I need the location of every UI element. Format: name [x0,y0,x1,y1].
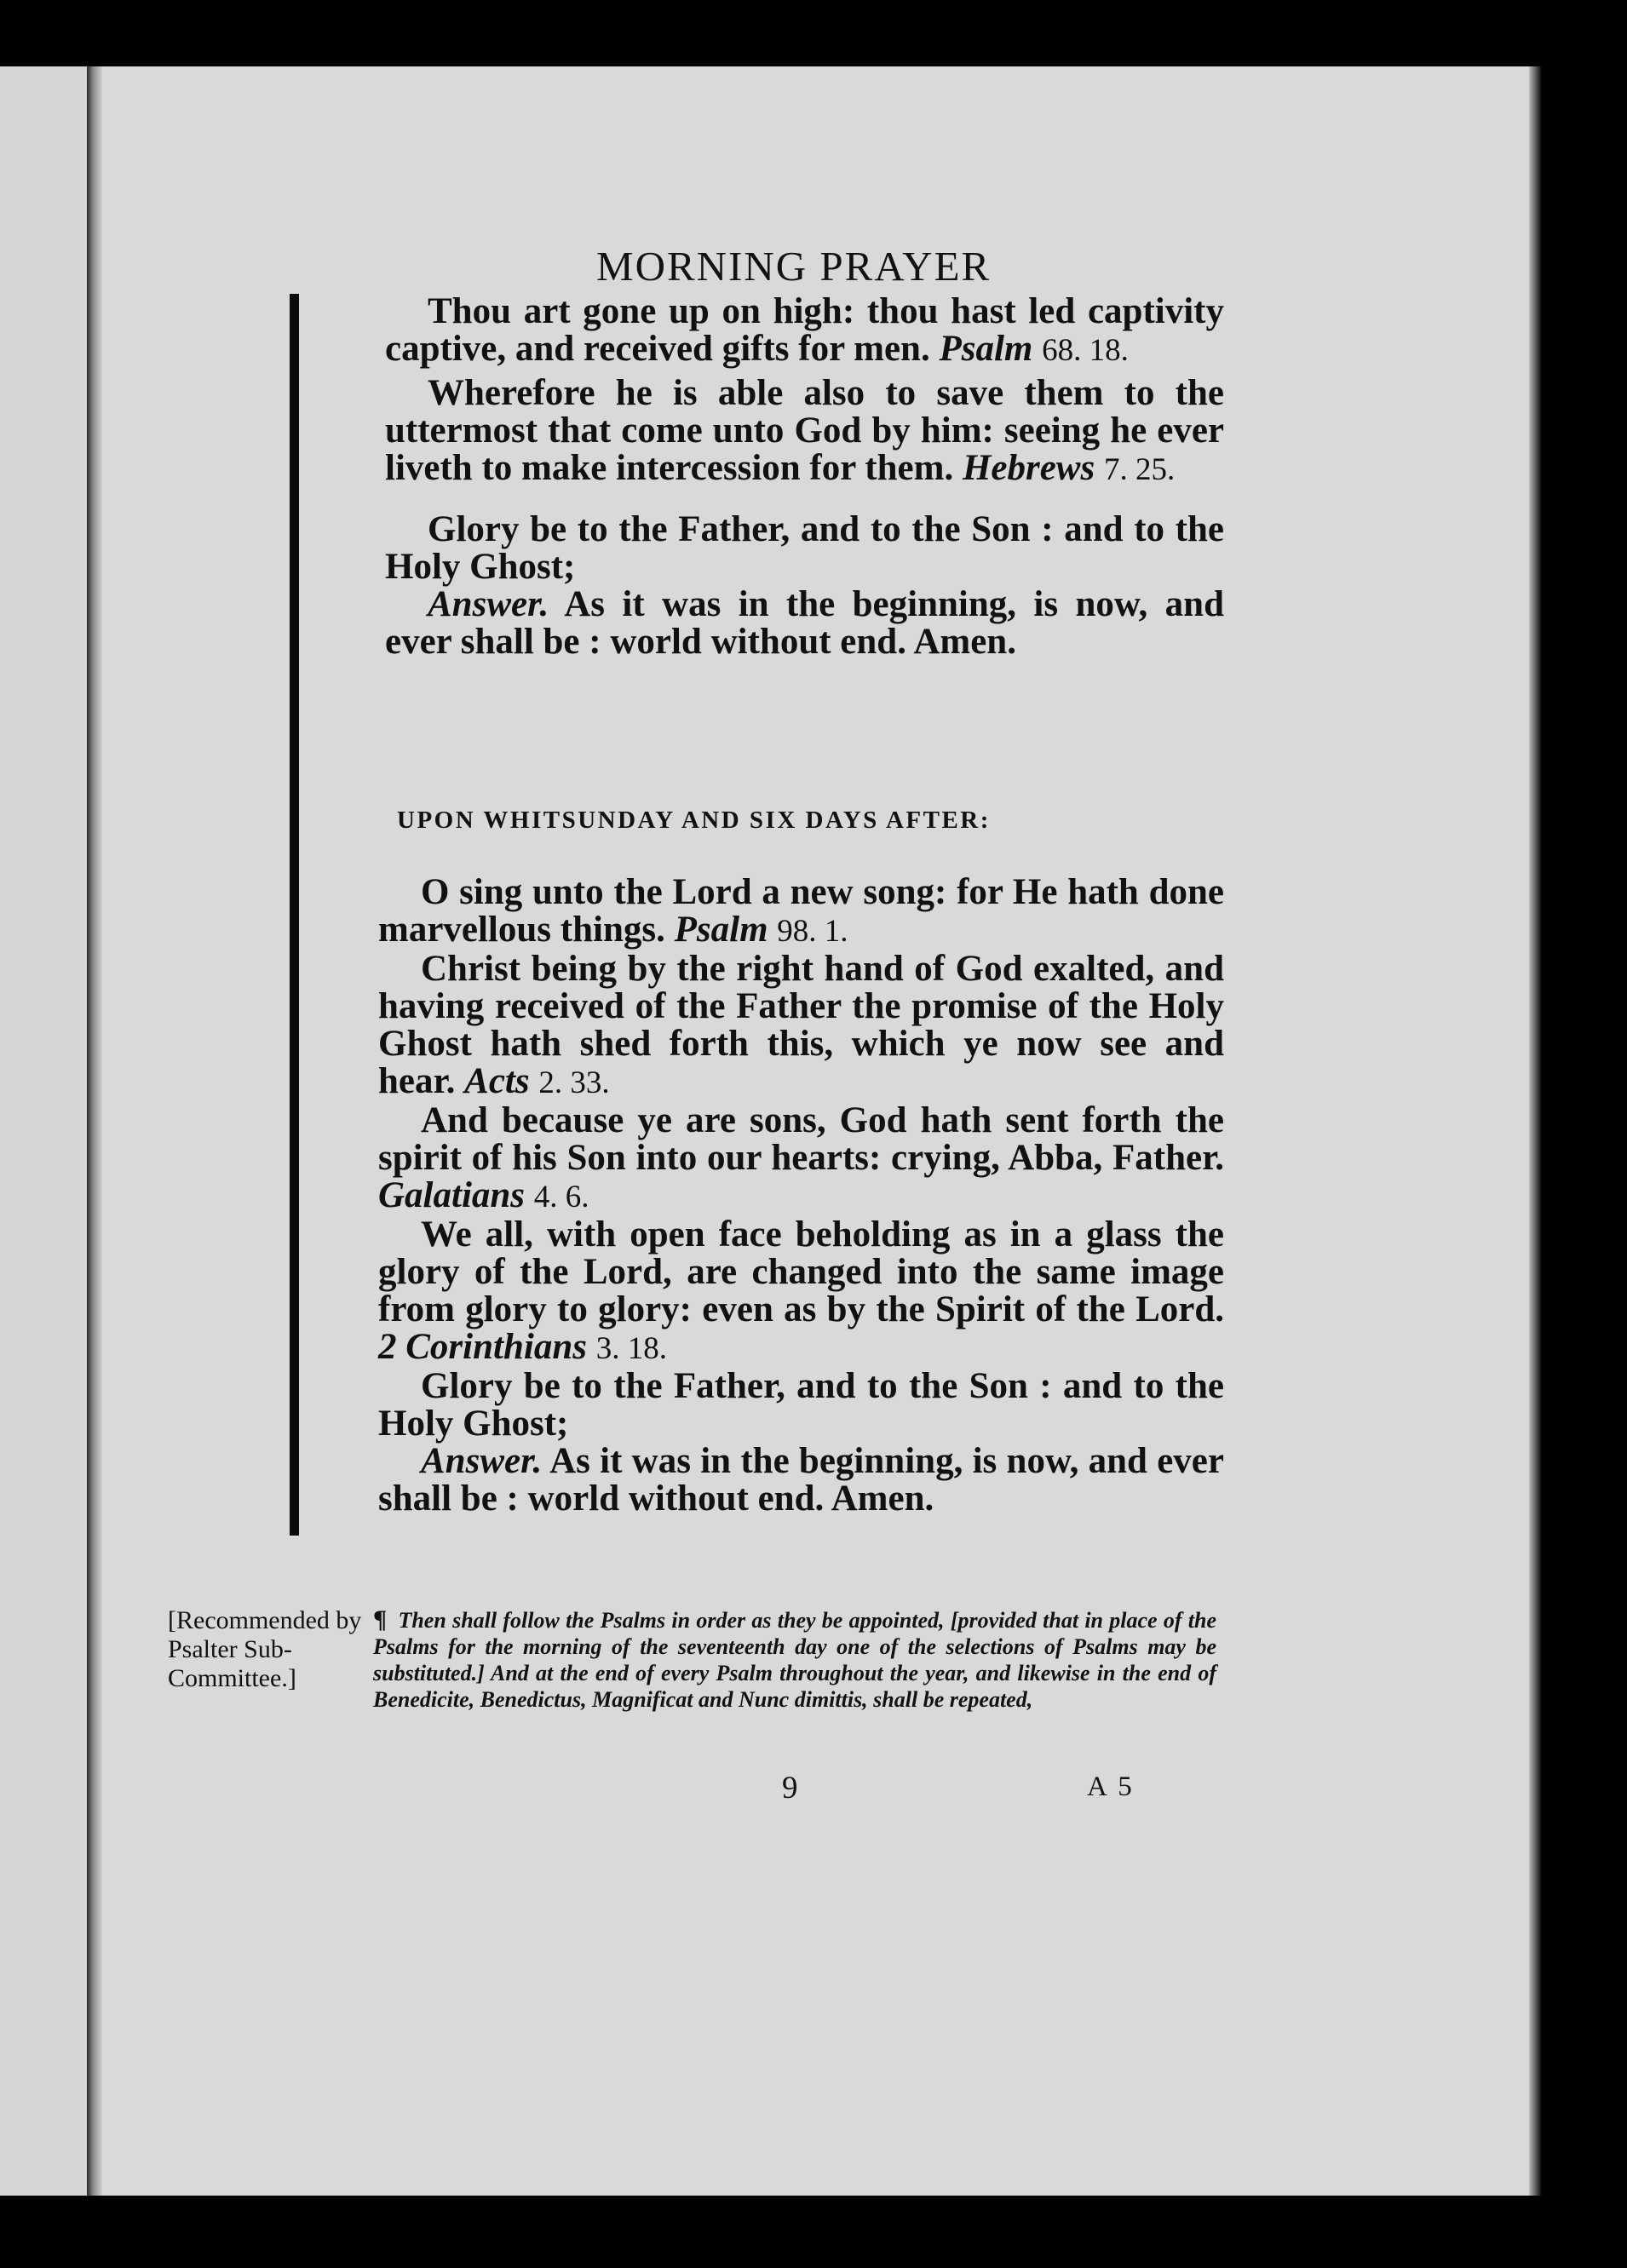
sentence-text: Thou art gone up on high: thou hast led captivity captive, and received gifts for men. [385,291,1224,369]
scripture-reference: Galatians [378,1175,526,1215]
scripture-reference: 2 Corinthians [378,1327,587,1367]
sentence-text: Wherefore he is able also to save them to the uttermost that come unto God by him: seeing he ever liveth to make intercession for them. [385,373,1224,488]
scripture-verse: 7. 25. [1103,452,1176,487]
sentence-text: Christ being by the right hand of God exalted, and having received of the Father the promise of the Holy Ghost hath shed forth this, which ye now see and hear. [378,949,1224,1101]
vertical-margin-rule [290,294,299,1536]
answer-text: As it was in the beginning, is now, and ever shall be : world without end. Amen. [385,584,1224,662]
page-number: 9 [782,1771,798,1806]
scripture-verse: 68. 18. [1042,333,1129,368]
rubric-text: Then shall follow the Psalms in order as they be appointed, [provided that in place of the Psalms for the morning of the seventeenth day one of the selections of Psalms may be substituted.] And at the end of every Psalm throughout the year, and likewise in the end of Benedicite, Benedictus, Magnificat and Nunc dimittis, shall be repeated, [373,1608,1216,1712]
scripture-reference: Hebrews [962,448,1095,488]
scripture-verse: 4. 6. [533,1180,589,1214]
signature-mark: A 5 [1087,1771,1135,1802]
sentence [378,874,1224,950]
sentence [378,1216,1224,1368]
answer-label: Answer. [421,1441,543,1481]
sentence-text: We all, with open face beholding as in a glass the glory of the Lord, are changed into the same image from glory to glory: even as by the Spirit of the Lord. [378,1214,1224,1329]
sentence [378,1102,1224,1216]
sentence [385,293,1224,370]
section-heading: UPON WHITSUNDAY AND SIX DAYS AFTER: [397,807,991,834]
scripture-verse: 3. 18. [595,1331,667,1366]
facing-page-edge [0,66,101,2196]
book-gutter [87,66,102,2196]
rubric [373,1606,1216,1713]
gloria-patri: Glory be to the Father, and to the Son : and to the Holy Ghost; [385,509,1224,587]
margin-note: [Recommended by Psalter Sub-Committee.] [168,1606,362,1692]
page-edge-shadow [1529,66,1541,2196]
sentence [378,950,1224,1102]
scripture-reference: Psalm [939,329,1033,369]
sentence [385,375,1224,489]
scripture-reference: Psalm [674,910,768,950]
ascension-sentences [385,293,1224,661]
gloria-answer [385,586,1224,661]
sentence-text: O sing unto the Lord a new song: for He hath done marvellous things. [378,872,1224,950]
gloria-patri: Glory be to the Father, and to the Son : and to the Holy Ghost; [378,1366,1224,1444]
whitsunday-sentences [378,874,1224,1518]
answer-text: As it was in the beginning, is now, and ever shall be : world without end. Amen. [378,1441,1224,1519]
scripture-verse: 2. 33. [538,1065,610,1100]
gloria-answer [378,1443,1224,1518]
answer-label: Answer. [428,584,549,624]
scripture-reference: Acts [464,1061,530,1101]
pilcrow-mark: ¶ [373,1605,388,1634]
sentence-text: And because ye are sons, God hath sent forth the spirit of his Son into our hearts: crying, Abba, Father. [378,1100,1224,1178]
running-head: MORNING PRAYER [596,243,992,290]
scripture-verse: 98. 1. [777,914,848,949]
